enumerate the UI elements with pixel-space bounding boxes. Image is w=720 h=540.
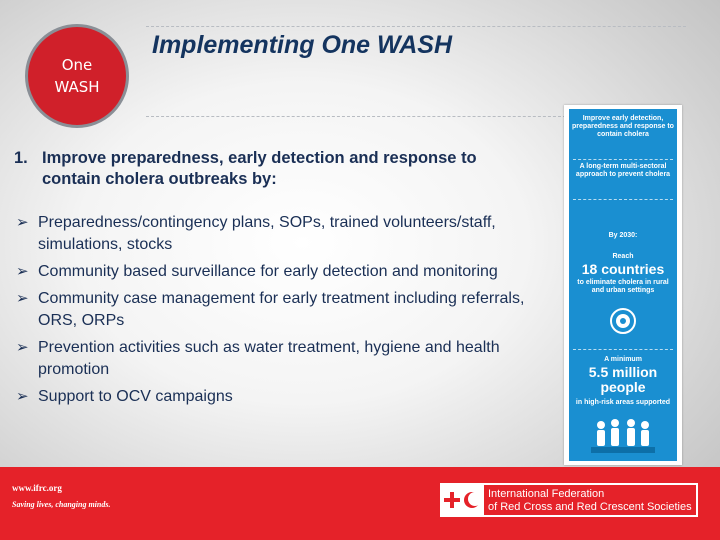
arrow-bullet-icon: ➢ xyxy=(16,339,29,356)
list-item xyxy=(16,337,526,381)
infographic-block-1: Improve early detection, preparedness and response to contain cholera xyxy=(572,115,674,138)
ifrc-logo-text xyxy=(484,485,696,515)
top-divider xyxy=(146,26,686,27)
badge-line-1: One xyxy=(61,56,93,74)
list-item xyxy=(16,288,526,332)
infographic-by-2030: By 2030: xyxy=(608,232,638,239)
infographic-countries: 18 countries xyxy=(581,261,665,277)
red-cross-crescent-emblem-icon xyxy=(442,485,484,515)
bullet-list xyxy=(16,212,526,413)
infographic-people-number: 5.5 million xyxy=(588,364,658,380)
infographic-panel xyxy=(569,109,677,461)
title-divider xyxy=(146,116,566,117)
list-item-text: Community based surveillance for early detection and monitoring xyxy=(38,263,498,280)
list-item-text: Community case management for early treatment including referrals, ORS, ORPs xyxy=(38,290,525,329)
infographic-divider xyxy=(573,159,673,160)
arrow-bullet-icon: ➢ xyxy=(16,263,29,280)
footer-bar xyxy=(0,467,720,540)
arrow-bullet-icon: ➢ xyxy=(16,388,29,405)
arrow-bullet-icon: ➢ xyxy=(16,214,29,231)
infographic-minimum: A minimum xyxy=(604,356,642,363)
slide-title: Implementing One WASH xyxy=(152,31,453,59)
infographic-people-sub: in high-risk areas supported xyxy=(575,399,671,406)
cholera-infographic xyxy=(564,105,682,465)
ifrc-logo xyxy=(440,483,698,517)
list-item xyxy=(16,212,526,256)
arrow-bullet-icon: ➢ xyxy=(16,290,29,307)
people-group-icon xyxy=(591,417,655,455)
list-item-text: Prevention activities such as water treatment, hygiene and health promotion xyxy=(38,339,500,378)
section-number: 1. xyxy=(14,149,28,167)
infographic-block-2: A long-term multi-sectoral approach to prevent cholera xyxy=(575,163,671,178)
section-heading-text: Improve preparedness, early detection and response to contain cholera outbreaks by: xyxy=(42,149,477,188)
infographic-reach: Reach xyxy=(612,253,634,260)
list-item xyxy=(16,386,526,408)
org-name-line-1: International Federation xyxy=(488,488,605,500)
section-heading xyxy=(14,148,534,190)
list-item-text: Support to OCV campaigns xyxy=(38,388,233,405)
footer-slogan: Saving lives, changing minds. xyxy=(12,500,111,509)
org-name-line-2: of Red Cross and Red Crescent Societies xyxy=(488,501,692,513)
infographic-people: people xyxy=(600,379,646,395)
one-wash-badge xyxy=(25,24,129,128)
badge-line-2: WASH xyxy=(54,78,100,96)
target-goal-icon xyxy=(609,307,637,335)
infographic-divider xyxy=(573,349,673,350)
infographic-countries-sub: to eliminate cholera in rural and urban settings xyxy=(577,279,669,294)
list-item xyxy=(16,261,526,283)
infographic-divider xyxy=(573,199,673,200)
footer-website-link[interactable]: www.ifrc.org xyxy=(12,483,62,493)
list-item-text: Preparedness/contingency plans, SOPs, trained volunteers/staff, simulations, stocks xyxy=(38,214,496,253)
